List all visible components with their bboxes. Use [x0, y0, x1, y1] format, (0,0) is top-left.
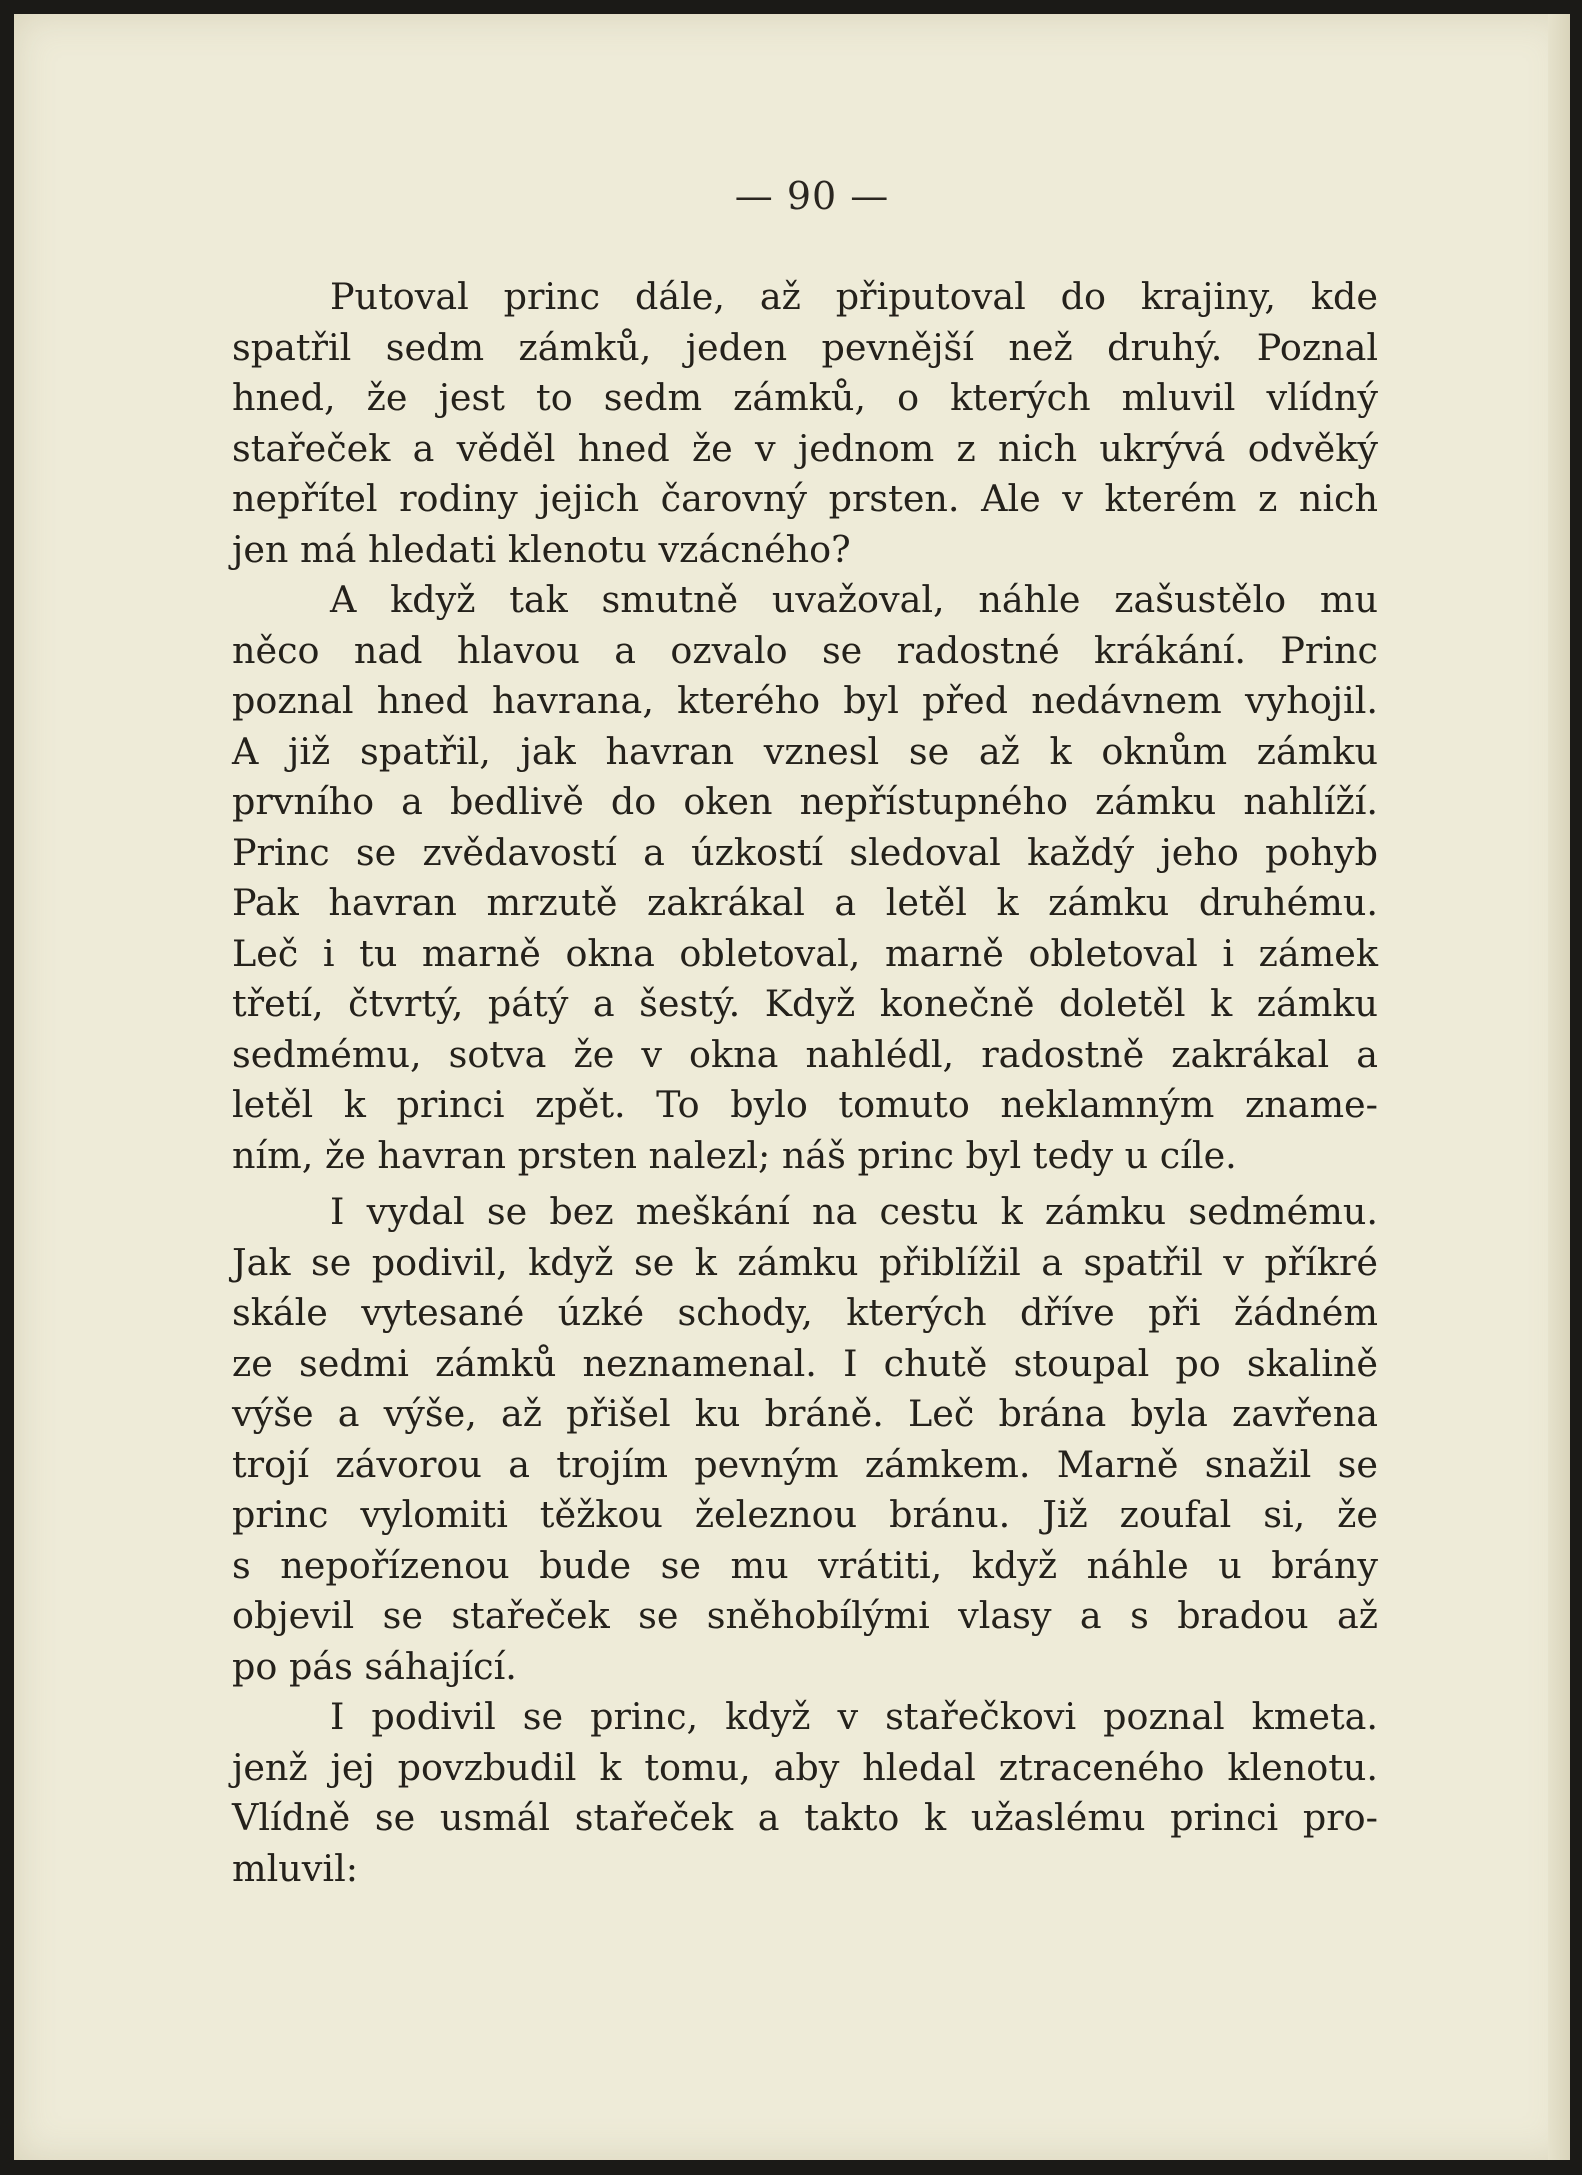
body-text [232, 272, 1378, 1894]
text-line: s nepořízenou bude se mu vrátiti, když náhle u brány [232, 1543, 1378, 1587]
text-line: skále vytesané úzké schody, kterých dříve při žádném [232, 1291, 1378, 1334]
text-line: I vydal se bez meškání na cestu k zámku sedmému. [330, 1190, 1378, 1233]
page-edge [1548, 14, 1570, 2160]
text-line: prvního a bedlivě do oken nepřístupného zámku nahlíží. [232, 780, 1378, 823]
text-line: ním, že havran prsten nalezl; náš princ byl tedy u cíle. [232, 1133, 1237, 1177]
text-line: poznal hned havrana, kterého byl před nedávnem vyhojil. [232, 679, 1378, 722]
text-line: Princ se zvědavostí a úzkostí sledoval každý jeho pohyb [232, 830, 1378, 874]
text-line: princ vylomiti těžkou železnou bránu. Již zoufal si, že [232, 1493, 1378, 1536]
book-page [14, 14, 1570, 2160]
text-line: Jak se podivil, když se k zámku přiblížil a spatřil v příkré [232, 1240, 1378, 1284]
text-line: nepřítel rodiny jejich čarovný prsten. Ale v kterém z nich [232, 477, 1378, 520]
text-line: mluvil: [232, 1846, 359, 1890]
text-line: A když tak smutně uvažoval, náhle zašustělo mu [330, 578, 1378, 621]
text-line: něco nad hlavou a ozvalo se radostné krákání. Princ [232, 628, 1378, 672]
text-line: trojí závorou a trojím pevným zámkem. Marně snažil se [232, 1442, 1378, 1486]
text-line: objevil se stařeček se sněhobílými vlasy a s bradou až [232, 1594, 1378, 1637]
text-line: výše a výše, až přišel ku bráně. Leč brána byla zavřena [232, 1392, 1378, 1435]
text-line: jen má hledati klenotu vzácného? [232, 527, 851, 571]
text-line: jenž jej povzbudil k tomu, aby hledal ztraceného klenotu. [232, 1745, 1378, 1789]
page-number: — 90 — [734, 174, 890, 218]
text-line: sedmému, sotva že v okna nahlédl, radostně zakrákal a [232, 1032, 1378, 1076]
text-line: Vlídně se usmál stařeček a takto k užaslému princi pro- [232, 1796, 1378, 1839]
text-line: stařeček a věděl hned že v jednom z nich ukrývá odvěký [232, 426, 1378, 470]
text-line: hned, že jest to sedm zámků, o kterých mluvil vlídný [232, 376, 1378, 419]
text-line: spatřil sedm zámků, jeden pevnější než druhý. Poznal [232, 325, 1378, 369]
text-line: Pak havran mrzutě zakrákal a letěl k zámku druhému. [232, 881, 1378, 924]
text-line: Putoval princ dále, až připutoval do krajiny, kde [330, 275, 1378, 318]
text-line: ze sedmi zámků neznamenal. I chutě stoupal po skalině [232, 1341, 1378, 1385]
text-line: A již spatřil, jak havran vznesl se až k oknům zámku [232, 729, 1378, 773]
text-line: letěl k princi zpět. To bylo tomuto neklamným zname- [232, 1083, 1378, 1126]
text-line: po pás sáhající. [232, 1644, 517, 1688]
text-line: I podivil se princ, když v stařečkovi poznal kmeta. [330, 1695, 1378, 1738]
text-line: Leč i tu marně okna obletoval, marně obletoval i zámek [232, 931, 1378, 975]
text-line: třetí, čtvrtý, pátý a šestý. Když konečně doletěl k zámku [232, 982, 1378, 1025]
